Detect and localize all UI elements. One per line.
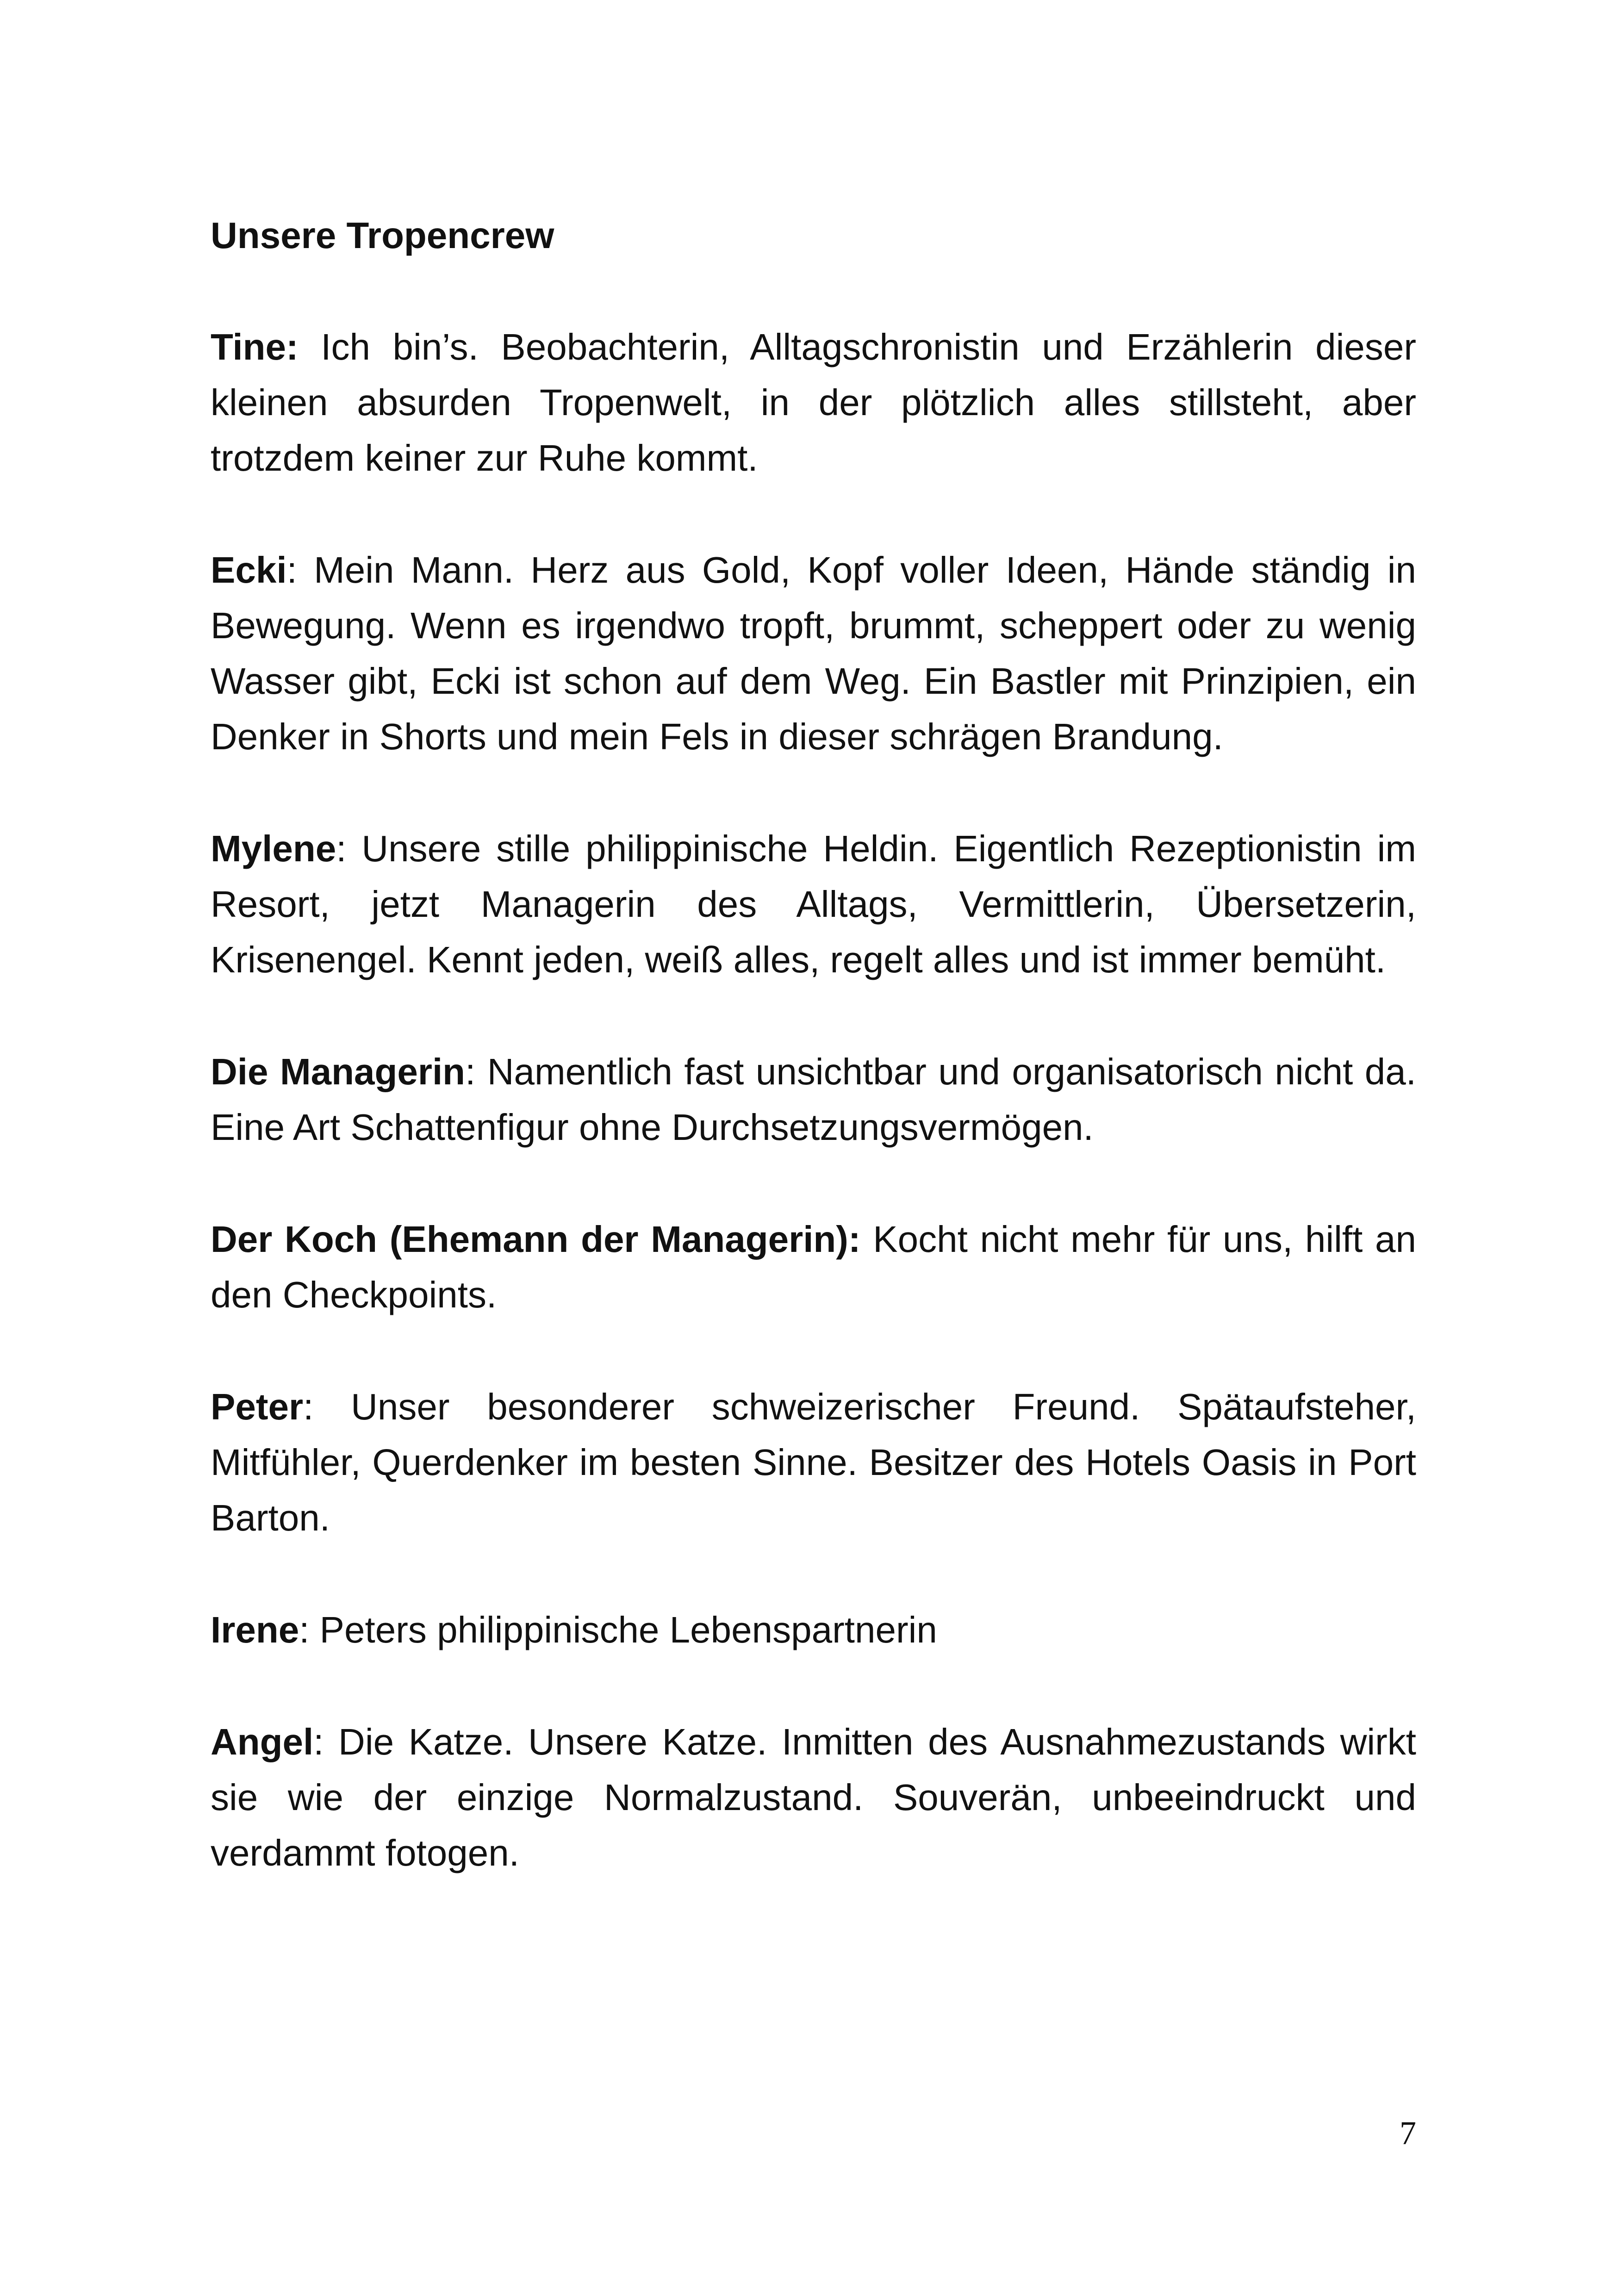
character-entry-managerin	[211, 1044, 1416, 1155]
character-name: Mylene	[211, 828, 336, 869]
page-number: 7	[1400, 2115, 1416, 2152]
character-name: Tine:	[211, 326, 299, 367]
character-description: : Peters philippinische Lebenspartnerin	[299, 1609, 937, 1650]
character-entry-ecki	[211, 542, 1416, 765]
character-entry-mylene	[211, 821, 1416, 988]
character-entry-koch	[211, 1212, 1416, 1323]
character-entry-irene	[211, 1602, 1416, 1658]
character-description: : Unsere stille philippinische Heldin. Eigentlich Rezeptionistin im Resort, jetzt Managerin des Alltags, Vermittlerin, Übersetzerin, Krisenengel. Kennt jeden, weiß alles, regelt alles und ist immer bemüht.	[211, 828, 1416, 980]
character-name: Die Managerin	[211, 1051, 466, 1092]
character-description: : Mein Mann. Herz aus Gold, Kopf voller Ideen, Hände ständig in Bewegung. Wenn es irgendwo tropft, brummt, scheppert oder zu wenig Wasser gibt, Ecki ist schon auf dem Weg. Ein Bastler mit Prinzipien, ein Denker in Shorts und mein Fels in dieser schrägen Brandung.	[211, 549, 1416, 757]
character-entry-tine	[211, 319, 1416, 486]
character-entry-peter	[211, 1379, 1416, 1546]
character-name: Peter	[211, 1386, 304, 1427]
character-description: Ich bin’s. Beobachterin, Alltagschronistin und Erzählerin dieser kleinen absurden Tropenwelt, in der plötzlich alles stillsteht, aber trotzdem keiner zur Ruhe kommt.	[211, 326, 1416, 479]
character-name: Der Koch (Ehemann der Managerin):	[211, 1219, 861, 1260]
character-entry-angel	[211, 1714, 1416, 1881]
character-description: : Namentlich fast unsichtbar und organisatorisch nicht da. Eine Art Schattenfigur ohne Durchsetzungsvermögen.	[211, 1051, 1417, 1148]
character-description: : Unser besonderer schweizerischer Freund. Spätaufsteher, Mitfühler, Querdenker im besten Sinne. Besitzer des Hotels Oasis in Port Barton.	[211, 1386, 1416, 1538]
character-description: Kocht nicht mehr für uns, hilft an den Checkpoints.	[211, 1219, 1417, 1315]
page-content	[211, 208, 1416, 1937]
character-name: Irene	[211, 1609, 299, 1650]
character-name: Ecki	[211, 549, 287, 591]
section-heading: Unsere Tropencrew	[211, 215, 554, 256]
character-description: : Die Katze. Unsere Katze. Inmitten des Ausnahmezustands wirkt sie wie der einzige Normalzustand. Souverän, unbeeindruckt und verdammt fotogen.	[211, 1721, 1416, 1873]
character-name: Angel	[211, 1721, 314, 1762]
